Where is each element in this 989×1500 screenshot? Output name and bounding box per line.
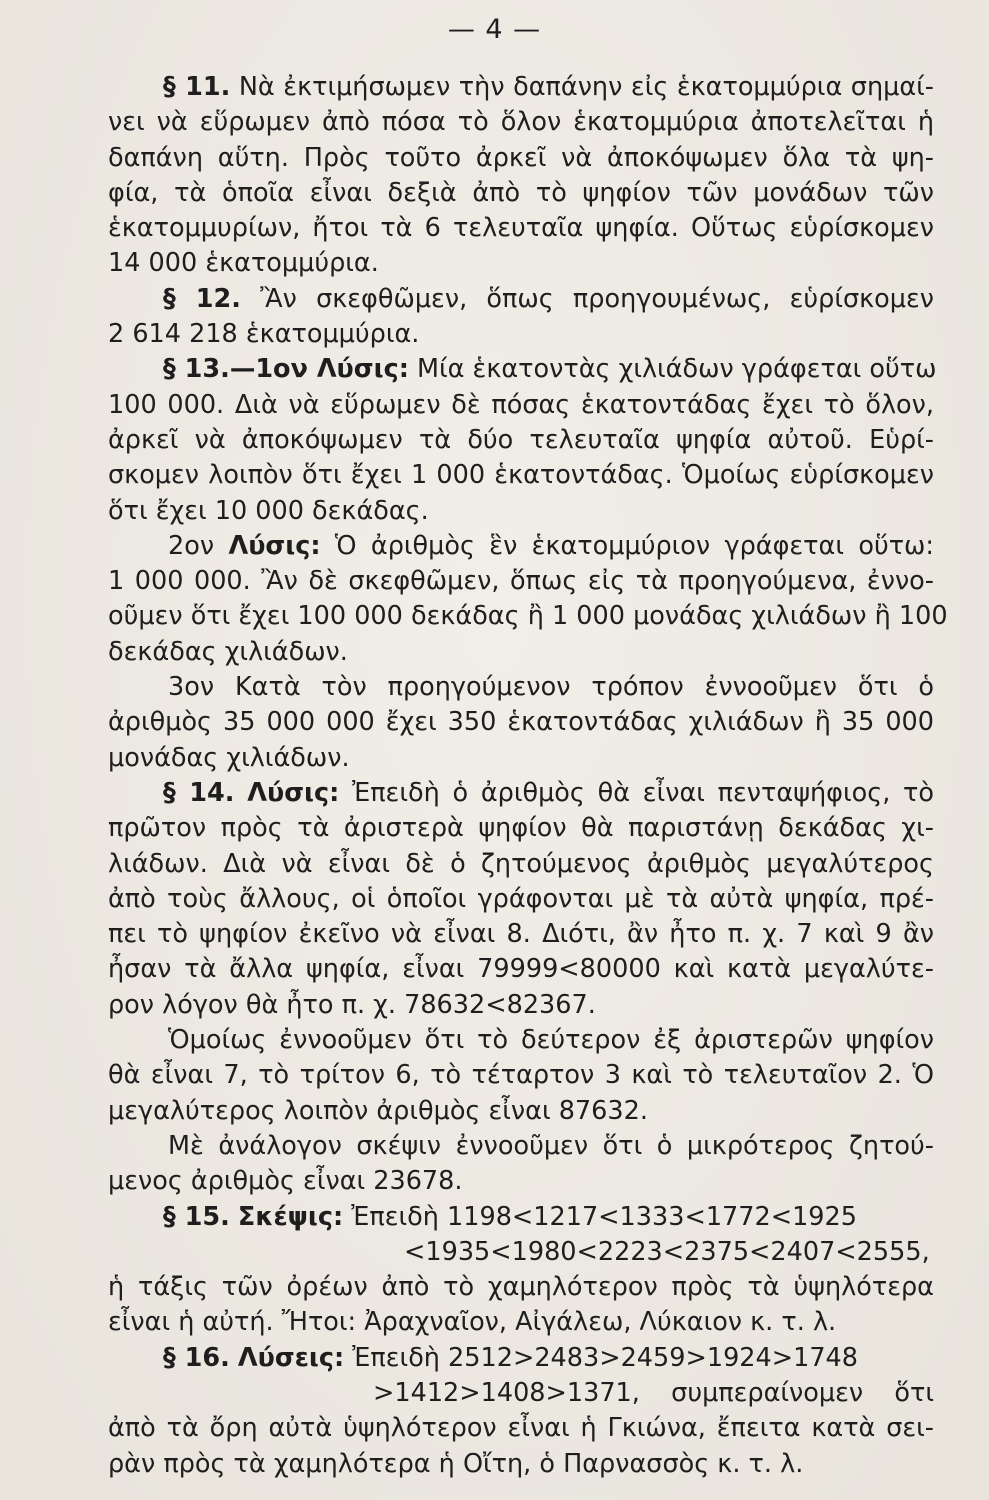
section-number: § 15. [163, 1201, 230, 1232]
solution-label: —1ον Λύσις: [229, 354, 409, 385]
paragraph-12-line [108, 282, 934, 317]
solution-label: Λύσεις: [237, 1342, 345, 1373]
text-line: λιάδων. Διὰ νὰ εἶναι δὲ ὁ ζητούμενος ἀριθμὸς μεγαλύτερος [108, 848, 934, 879]
section-number: § 14. [163, 777, 235, 808]
text-line: ρον λόγον θὰ ἦτο π. χ. 78632<82367. [108, 989, 596, 1020]
solution-2-line [108, 529, 934, 564]
text-line: Ὁμοίως ἐννοοῦμεν ὅτι τὸ δεύτερον ἐξ ἀριστερῶν ψηφίον [168, 1025, 934, 1056]
text-line: φία, τὰ ὁποῖα εἶναι δεξιὰ ἀπὸ τὸ ψηφίον τῶν μονάδων τῶν [108, 177, 934, 208]
text-line: μεγαλύτερος λοιπὸν ἀριθμὸς εἶναι 87632. [108, 1095, 648, 1126]
solution-number: 2ον [168, 530, 215, 561]
text-line: 2 614 218 ἑκατομμύρια. [108, 319, 420, 350]
text-line: >1412>1408>1371, συμπεραίνομεν ὅτι [373, 1377, 934, 1408]
text-line: Ἐπειδὴ ὁ ἀριθμὸς θὰ εἶναι πενταψήφιος, τὸ [352, 777, 935, 808]
text-line: ἀπὸ τοὺς ἄλλους, οἱ ὁποῖοι γράφονται μὲ τὰ αὐτὰ ψηφία, πρέ- [108, 883, 934, 914]
text-line: ὅτι ἔχει 10 000 δεκάδας. [108, 495, 429, 526]
text-line: ρὰν πρὸς τὰ χαμηλότερα ἡ Οἴτη, ὁ Παρνασσὸς κ. τ. λ. [108, 1448, 804, 1479]
solution-label: Λύσις: [228, 530, 321, 561]
paragraph-16-line [108, 1341, 934, 1376]
page-number: — 4 — [447, 14, 542, 45]
text-line: οῦμεν ὅτι ἔχει 100 000 δεκάδας ἢ 1 000 μονάδας χιλιάδων ἢ 100 [108, 601, 948, 632]
text-line: Μία ἑκατοντὰς χιλιάδων γράφεται οὕτω [417, 354, 937, 385]
text-line: 14 000 ἑκατομμύρια. [108, 248, 379, 279]
text-line: Μὲ ἀνάλογον σκέψιν ἐννοοῦμεν ὅτι ὁ μικρότερος ζητού- [168, 1130, 934, 1161]
text-line: ἑκατομμυρίων, ἤτοι τὰ 6 τελευταῖα ψηφία. Οὕτως εὑρίσκομεν [108, 213, 934, 244]
text-line: ἦσαν τὰ ἄλλα ψηφία, εἶναι 79999<80000 καὶ κατὰ μεγαλύτε- [108, 954, 934, 985]
text-line: 3ον Κατὰ τὸν προηγούμενον τρόπον ἐννοοῦμεν ὅτι ὁ [168, 672, 934, 703]
text-line: μονάδας χιλιάδων. [108, 742, 350, 773]
section-number: § 11. [163, 72, 231, 102]
text-line: πρῶτον πρὸς τὰ ἀριστερὰ ψηφίον θὰ παριστάνῃ δεκάδας χι- [108, 813, 934, 844]
text-line: νει νὰ εὕρωμεν ἀπὸ πόσα τὸ ὅλον ἑκατομμύρια ἀποτελεῖται ἡ [108, 107, 934, 138]
text-line: <1935<1980<2223<2375<2407<2555, [404, 1236, 930, 1267]
text-line: Ἐπειδὴ 1198<1217<1333<1772<1925 [351, 1201, 857, 1232]
text-line: ἡ τάξις τῶν ὀρέων ἀπὸ τὸ χαμηλότερον πρὸς τὰ ὑψηλότερα [108, 1272, 934, 1303]
text-line: μενος ἀριθμὸς εἶναι 23678. [108, 1166, 463, 1197]
text-line: εἶναι ἡ αὐτή. Ἤτοι: Ἀραχναῖον, Αἰγάλεω, Λύκαιον κ. τ. λ. [108, 1307, 837, 1338]
text-line: δαπάνη αὕτη. Πρὸς τοῦτο ἀρκεῖ νὰ ἀποκόψωμεν ὅλα τὰ ψη- [108, 142, 934, 173]
text-line: σκομεν λοιπὸν ὅτι ἔχει 1 000 ἑκατοντάδας. Ὁμοίως εὑρίσκομεν [108, 460, 934, 491]
section-number: § 16. [163, 1342, 230, 1373]
paragraph-15-line [108, 1200, 934, 1235]
paragraph-13-line [108, 352, 937, 387]
text-line: Ἐπειδὴ 2512>2483>2459>1924>1748 [352, 1342, 859, 1373]
text-line: ἀπὸ τὰ ὄρη αὐτὰ ὑψηλότερον εἶναι ἡ Γκιώνα, ἔπειτα κατὰ σει- [108, 1413, 934, 1444]
text-line: 1 000 000. Ἂν δὲ σκεφθῶμεν, ὅπως εἰς τὰ προηγούμενα, ἐννο- [108, 566, 934, 597]
text-line: ἀρκεῖ νὰ ἀποκόψωμεν τὰ δύο τελευταῖα ψηφία αὐτοῦ. Εὑρί- [108, 424, 934, 455]
text-line: Ἂν σκεφθῶμεν, ὅπως προηγουμένως, εὑρίσκομεν [260, 283, 935, 314]
text-line: Νὰ ἐκτιμήσωμεν τὴν δαπάνην εἰς ἑκατομμύρια σημαί- [238, 72, 934, 102]
section-number: § 12. [163, 283, 241, 314]
solution-label: Σκέψις: [237, 1201, 344, 1232]
paragraph-11-line [108, 70, 934, 105]
solution-label: Λύσις: [247, 777, 340, 808]
text-line: 100 000. Διὰ νὰ εὕρωμεν δὲ πόσας ἑκατοντάδας ἔχει τὸ ὅλον, [108, 389, 934, 420]
text-line: δεκάδας χιλιάδων. [108, 636, 348, 667]
text-line: ἀριθμὸς 35 000 000 ἔχει 350 ἑκατοντάδας χιλιάδων ἢ 35 000 [108, 707, 934, 738]
text-body [108, 70, 948, 1482]
text-line: πει τὸ ψηφίον ἐκεῖνο νὰ εἶναι 8. Διότι, ἂν ἦτο π. χ. 7 καὶ 9 ἂν [108, 919, 934, 950]
paragraph-14-line [108, 776, 934, 811]
text-line: θὰ εἶναι 7, τὸ τρίτον 6, τὸ τέταρτον 3 καὶ τὸ τελευταῖον 2. Ὁ [108, 1060, 934, 1091]
section-number: § 13. [163, 354, 230, 385]
text-line: Ὁ ἀριθμὸς ἓν ἑκατομμύριον γράφεται οὕτω: [334, 530, 934, 561]
